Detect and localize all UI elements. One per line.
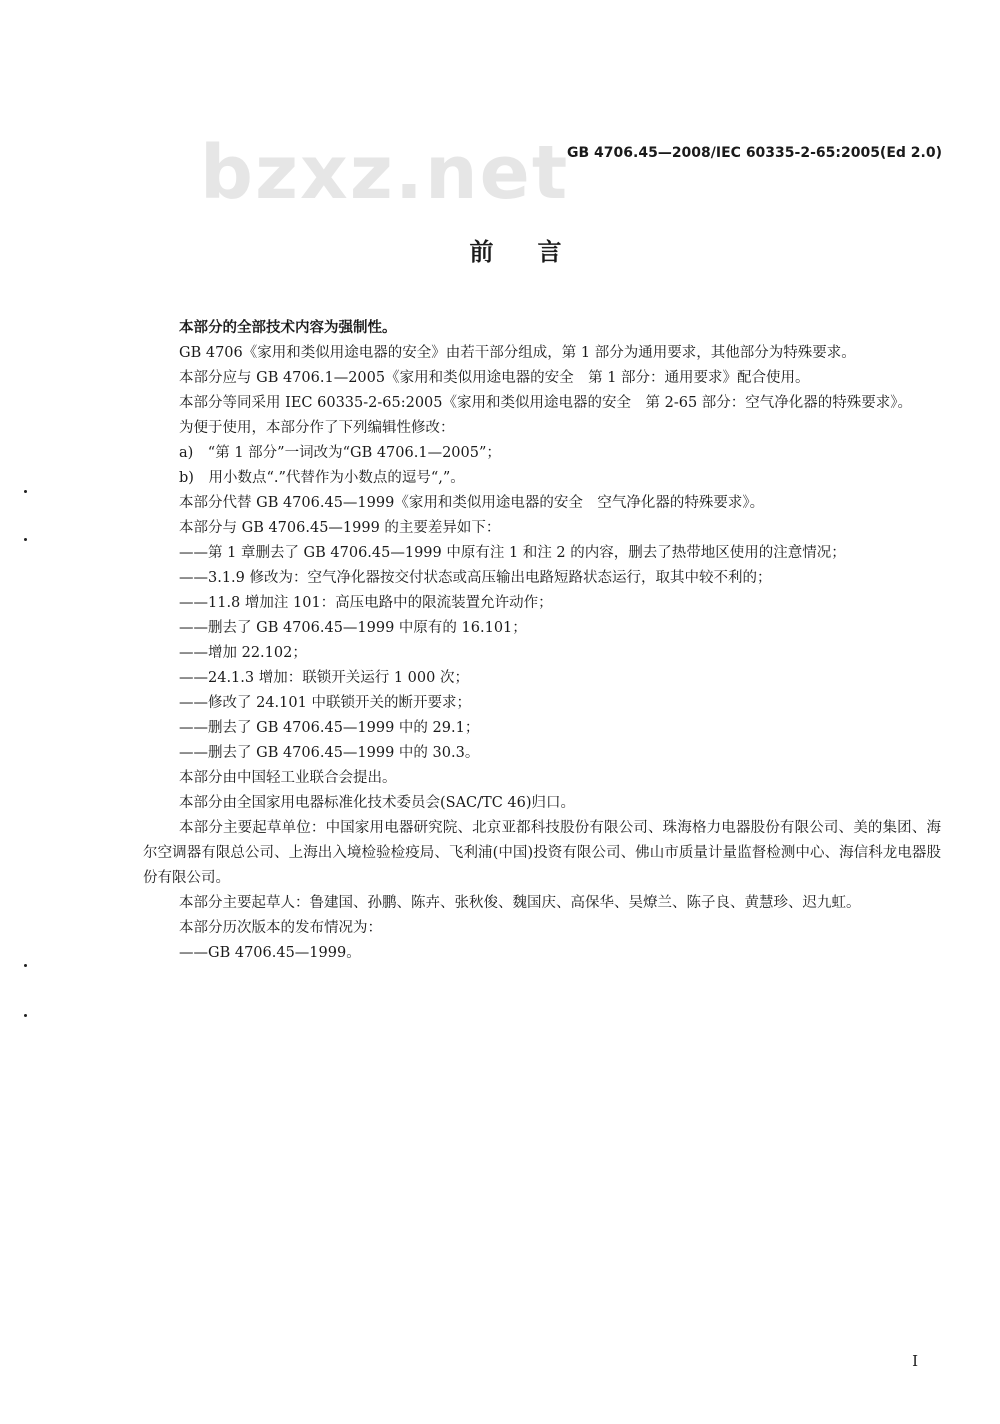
list-item: a) “第 1 部分”一词改为“GB 4706.1—2005”； bbox=[179, 445, 501, 461]
standard-code-header: GB 4706.45—2008/IEC 60335-2-65:2005(Ed 2.0) bbox=[567, 145, 942, 161]
paragraph: 本部分由中国轻工业联合会提出。 bbox=[179, 770, 397, 786]
dash-item: ——增加 22.102； bbox=[179, 645, 307, 661]
paragraph: 本部分主要起草单位：中国家用电器研究院、北京亚都科技股份有限公司、珠海格力电器股份有限公司、美的集团、海尔空调器有限总公司、上海出入境检验检疫局、飞利浦(中国)投资有限公司、佛山市质量计量监督检测中心、海信科龙电器股份有限公司。 bbox=[143, 820, 941, 886]
dash-item: ——修改了 24.101 中联锁开关的断开要求； bbox=[179, 695, 471, 711]
binding-hole-mark bbox=[24, 490, 27, 493]
paragraph: 本部分由全国家用电器标准化技术委员会(SAC/TC 46)归口。 bbox=[179, 795, 576, 811]
watermark: bzxz.net bbox=[200, 130, 570, 216]
paragraph-mandatory: 本部分的全部技术内容为强制性。 bbox=[179, 320, 397, 336]
dash-item: ——第 1 章删去了 GB 4706.45—1999 中原有注 1 和注 2 的内容，删去了热带地区使用的注意情况； bbox=[179, 545, 846, 561]
dash-item: ——删去了 GB 4706.45—1999 中原有的 16.101； bbox=[179, 620, 527, 636]
page-number: I bbox=[912, 1352, 918, 1370]
page-title: 前言 bbox=[469, 238, 606, 266]
paragraph: 本部分历次版本的发布情况为： bbox=[179, 920, 382, 936]
list-item: b) 用小数点“.”代替作为小数点的逗号“,”。 bbox=[179, 470, 465, 486]
dash-item: ——24.1.3 增加：联锁开关运行 1 000 次； bbox=[179, 670, 469, 686]
paragraph: 本部分主要起草人：鲁建国、孙鹏、陈卉、张秋俊、魏国庆、高保华、吴燎兰、陈子良、黄慧珍、迟九虹。 bbox=[179, 895, 861, 911]
binding-hole-mark bbox=[24, 1014, 27, 1017]
dash-item: ——GB 4706.45—1999。 bbox=[179, 945, 361, 961]
paragraph: 本部分等同采用 IEC 60335-2-65:2005《家用和类似用途电器的安全 第 2-65 部分：空气净化器的特殊要求》。 bbox=[179, 395, 913, 411]
paragraph: 本部分与 GB 4706.45—1999 的主要差异如下： bbox=[179, 520, 501, 536]
dash-item: ——删去了 GB 4706.45—1999 中的 29.1； bbox=[179, 720, 480, 736]
paragraph: 为便于使用，本部分作了下列编辑性修改： bbox=[179, 420, 455, 436]
binding-hole-mark bbox=[24, 538, 27, 541]
dash-item: ——删去了 GB 4706.45—1999 中的 30.3。 bbox=[179, 745, 480, 761]
foreword-body bbox=[143, 316, 941, 966]
paragraph: 本部分应与 GB 4706.1—2005《家用和类似用途电器的安全 第 1 部分：通用要求》配合使用。 bbox=[179, 370, 810, 386]
dash-item: ——11.8 增加注 101：高压电路中的限流装置允许动作； bbox=[179, 595, 553, 611]
paragraph: GB 4706《家用和类似用途电器的安全》由若干部分组成，第 1 部分为通用要求，其他部分为特殊要求。 bbox=[179, 345, 856, 361]
dash-item: ——3.1.9 修改为：空气净化器按交付状态或高压输出电路短路状态运行，取其中较不利的； bbox=[179, 570, 772, 586]
paragraph: 本部分代替 GB 4706.45—1999《家用和类似用途电器的安全 空气净化器的特殊要求》。 bbox=[179, 495, 765, 511]
binding-hole-mark bbox=[24, 964, 27, 967]
